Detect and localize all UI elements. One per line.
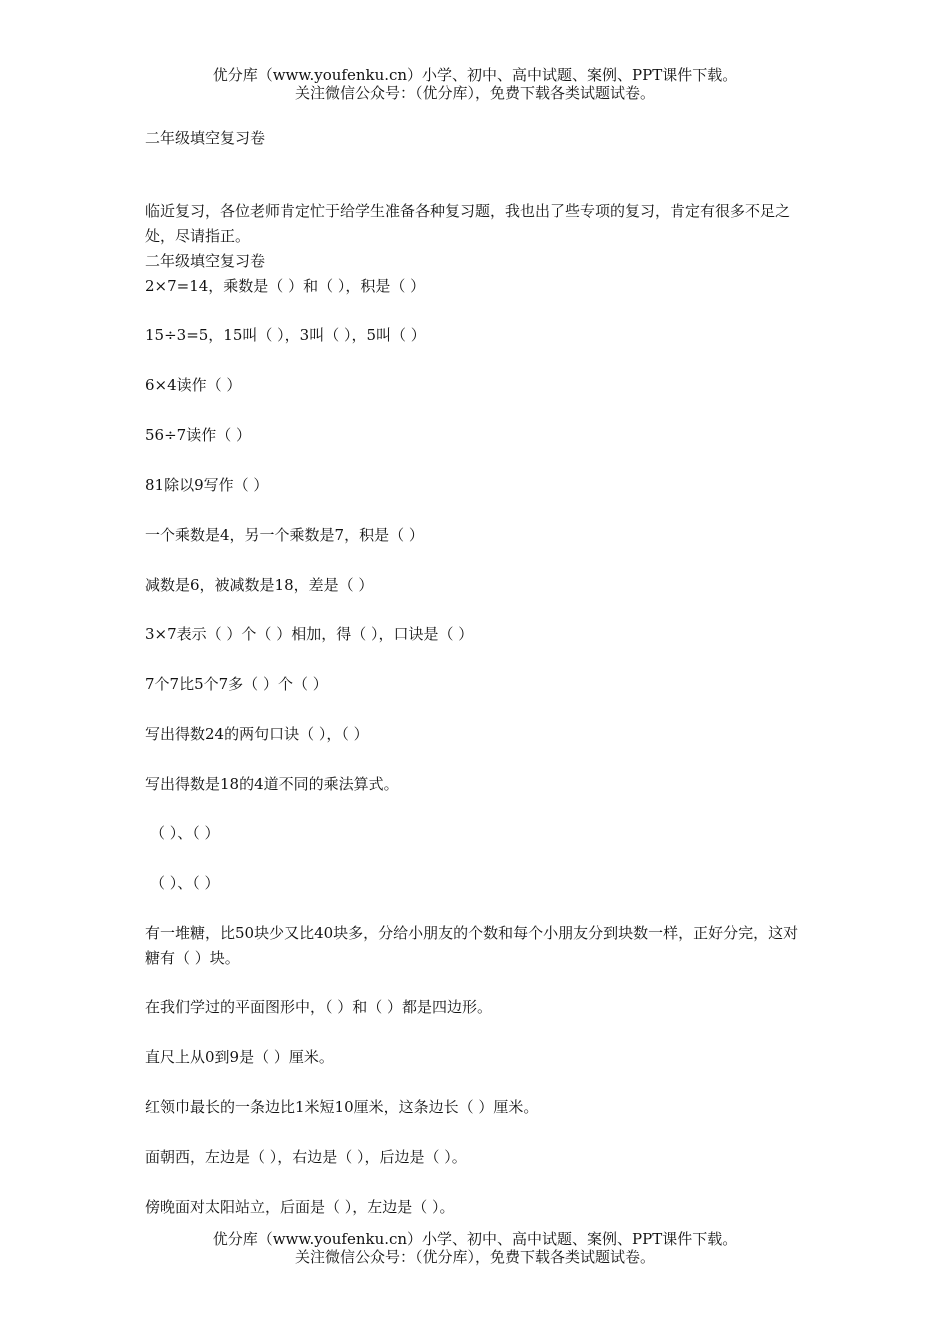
- question-1: 2×7=14，乘数是（ ）和（ ），积是（ ）: [145, 277, 426, 295]
- header-line-1: 优分库（www.youfenku.cn）小学、初中、高中试题、案例、PPT课件下载。: [212, 66, 738, 84]
- question-16: 面朝西，左边是（ ），右边是（ ），后边是（ ）。: [145, 1148, 467, 1166]
- document-subtitle: 二年级填空复习卷: [145, 252, 266, 270]
- answer-line-1: （ ）、（ ）: [150, 824, 220, 842]
- footer-line-1: 优分库（www.youfenku.cn）小学、初中、高中试题、案例、PPT课件下载。: [212, 1230, 738, 1248]
- question-11: 写出得数是18的4道不同的乘法算式。: [145, 775, 399, 793]
- question-9: 7个7比5个7多（ ）个（ ）: [145, 675, 328, 693]
- question-5: 81除以9写作（ ）: [145, 476, 269, 494]
- question-4: 56÷7读作（ ）: [145, 426, 251, 444]
- intro-paragraph: 临近复习，各位老师肯定忙于给学生准备各种复习题，我也出了些专项的复习，肯定有很多不足之处，尽请指正。: [145, 202, 791, 245]
- question-2: 15÷3=5，15叫（ ），3叫（ ），5叫（ ）: [145, 326, 426, 344]
- question-12: 有一堆糖，比50块少又比40块多，分给小朋友的个数和每个小朋友分到块数一样，正好分完，这对糖有（ ）块。: [145, 924, 799, 967]
- question-14: 直尺上从0到9是（ ）厘米。: [145, 1048, 334, 1066]
- question-15: 红领巾最长的一条边比1米短10厘米，这条边长（ ）厘米。: [145, 1098, 539, 1116]
- footer-line-2: 关注微信公众号：（优分库），免费下载各类试题试卷。: [294, 1248, 655, 1266]
- page-header: [0, 66, 950, 102]
- header-line-2: 关注微信公众号：（优分库），免费下载各类试题试卷。: [294, 84, 655, 102]
- document-title: 二年级填空复习卷: [145, 129, 266, 147]
- question-6: 一个乘数是4，另一个乘数是7，积是（ ）: [145, 526, 424, 544]
- answer-line-2: （ ）、（ ）: [150, 874, 220, 892]
- page-footer: [0, 1230, 950, 1266]
- question-17: 傍晚面对太阳站立，后面是（ ），左边是（ ）。: [145, 1198, 455, 1216]
- question-8: 3×7表示（ ）个（ ）相加，得（ ），口诀是（ ）: [145, 625, 474, 643]
- question-3: 6×4读作（ ）: [145, 376, 242, 394]
- question-7: 减数是6，被减数是18，差是（ ）: [145, 576, 374, 594]
- question-13: 在我们学过的平面图形中，（ ）和（ ）都是四边形。: [145, 998, 493, 1016]
- question-10: 写出得数24的两句口诀（ ），（ ）: [145, 725, 369, 743]
